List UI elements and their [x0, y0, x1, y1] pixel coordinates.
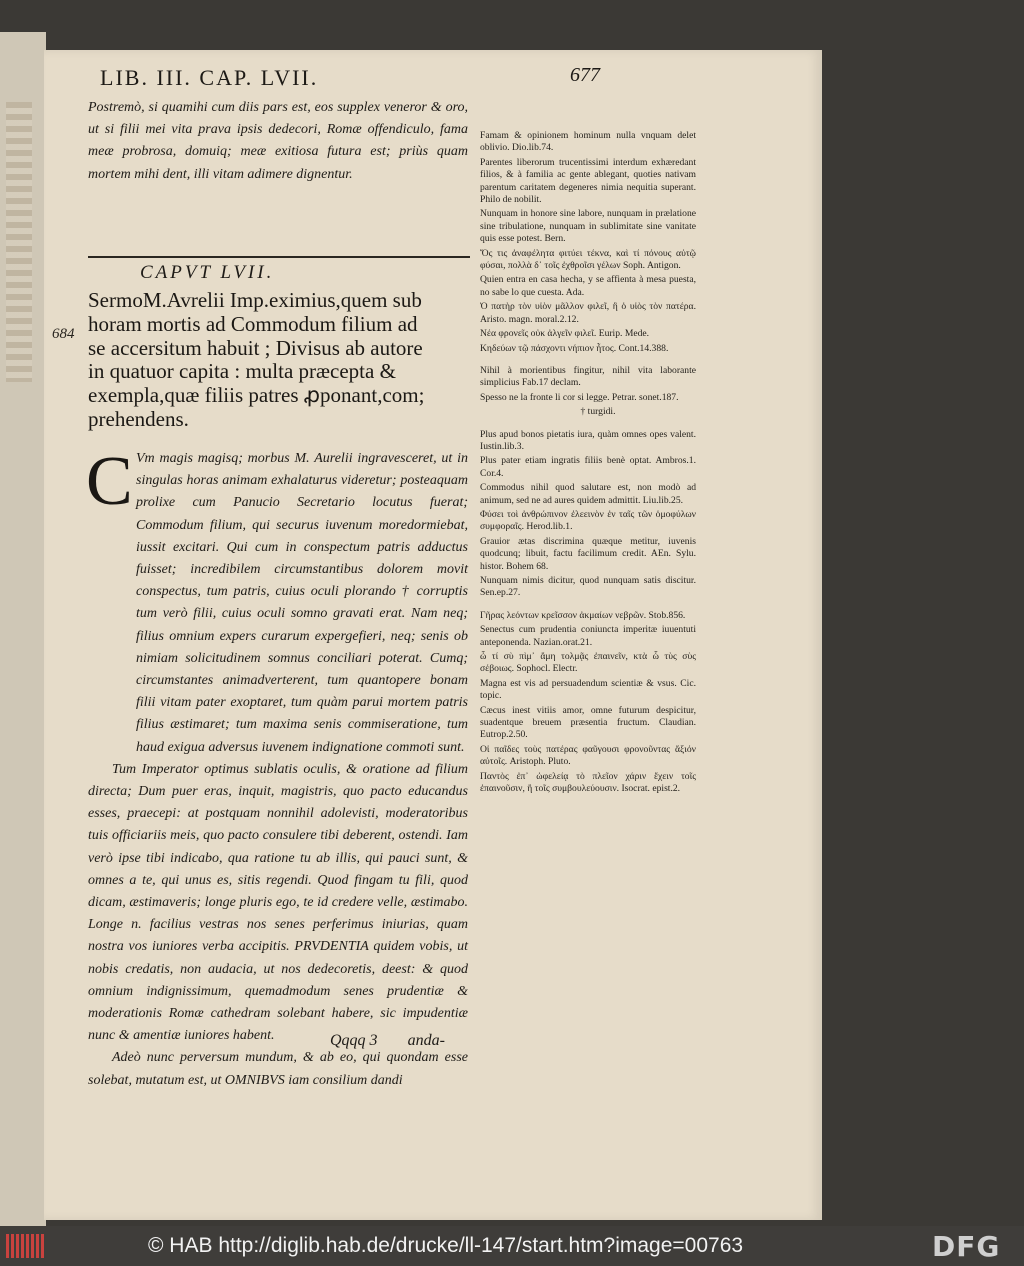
signature-mark: Qqqq 3	[330, 1032, 378, 1049]
marginal-notes	[480, 130, 696, 798]
heading-line: horam mortis ad Commodum filium ad	[88, 311, 418, 336]
marginal-note: Ὅς τις ἀναφέλητα φιτύει τέκνα, καὶ τί πόνους αὐτῷ φύσαι, πολλὰ δ᾽ τοῖς ἐχθροῖσι γέλων Soph. Antigon.	[480, 247, 696, 272]
marginal-note: Plus apud bonos pietatis iura, quàm omnes opes valent. Iustin.lib.3.	[480, 428, 696, 452]
marginal-note: Magna est vis ad persuadendum scientiæ & vsus. Cic. topic.	[480, 677, 696, 702]
paragraph-1: Vm magis magisq; morbus M. Aurelii ingravesceret, ut in singulas horas animam exhalaturus videretur; posteaquam prolixe cum Panucio Secretario locutus fuerat; Commodum filium, qui securus iuvenum moredormiebat, iussit excitari. Qui cum in conspectum patris adductus fuisset; incredibilem circumstantibus dolorem movit conspectus, tum patris, cuius oculi plorando † corruptis tum verò filii, cuius oculi somno gravati erat. Nam neq; filius omnium expers curarum expergefieri, neq; senis ob nimiam solicitudinem somnus conciliari poterat. Cumq; circumstantes animadverterent, tum quantopere bonam filii vitam pater exoptaret, tum quàm parui mortem patris filius æstimaret; tum maxima senis commiseratione, tum haud exigua adversus iuvenem indignatione commoti sunt.	[136, 451, 468, 755]
marginal-note: Quien entra en casa hecha, y se affienta à mesa puesta, no sabe lo que cuesta. Ada.	[480, 274, 696, 298]
section-divider	[88, 256, 470, 258]
hab-logo-icon[interactable]	[6, 1234, 46, 1258]
marginal-note: Famam & opinionem hominum nulla vnquam delet oblivio. Dio.lib.74.	[480, 130, 696, 154]
marginal-note: Nihil à morientibus fingitur, nihil vita laborante simplicius Fab.17 declam.	[480, 364, 696, 389]
marginal-note: Κηδεύων τῷ πάσχοντι νήπιον ἦτος. Cont.14.388.	[480, 342, 669, 354]
marginal-note: Παντὸς ἐπ᾽ ὠφελείᾳ τὸ πλεῖον χάριν ἔχειν τοῖς ἐπαινοῦσιν, ἢ τοῖς συμβουλεύουσιν. Isocrat. epist.2.	[480, 770, 696, 795]
drop-cap: C	[86, 443, 133, 520]
marginal-note: Spesso ne la fronte li cor si legge. Petrar. sonet.187.	[480, 391, 679, 403]
paragraph-2: Tum Imperator optimus sublatis oculis, & oratione ad filium directa; Dum puer eras, inquit, magistris, quo pacto educandus esses, praecepi: at postquam nonnihil adolevisti, moderatoribus tuis officiariis meis, quo pacto consulere tibi deberent, ostendi. Iam verò ipse tibi indicabo, qua ratione tu ab illis, qui pauci sunt, & omnes a te, qui unus es, sitis regendi. Quod fingam tu fili, quod dicam, æstimaveris; longe pluris ego, te id credere velle, æstimabo. Longe n. facilius vestras nos senes perferimus iniurias, quam nostra vos iuniores verba accipitis. PRVDENTIA quidem vobis, ut nobis credatis, non audacia, ut nos dedecoretis, deest: & quod omnium indignissimum, quemadmodum senes prudentiæ & moderationis Romæ cathedram solebant habere, sic impudentiæ nunc & amentiæ iuniores habent.	[88, 761, 468, 1044]
heading-line: prehendens.	[88, 406, 189, 431]
marginal-note: Οἱ παῖδες τοὺς πατέρας φαῦγουσι φρονοῦντας ἄξιόν αὐτοῖς. Aristoph. Pluto.	[480, 743, 696, 768]
page-edge-texture	[6, 102, 32, 382]
signature-line	[300, 1032, 445, 1050]
chapter-body	[86, 443, 468, 1092]
marginal-note: Parentes liberorum trucentissimi interdum exhæredant filios, & à familia ac gente ablegant, quoties nativam parentum caritatem degeneres nimia nequitia superant. Philo de nobilit.	[480, 156, 696, 206]
marginal-note: Commodus nihil quod salutare est, non modò ad animum, sed ne ad aures quidem admittit. Liu.lib.25.	[480, 482, 696, 506]
heading-line: se accersitum habuit ; Divisus ab autore	[88, 335, 423, 360]
previous-page-edge	[0, 32, 46, 1226]
marginal-note: Γῆρας λεόντων κρεῖσσον ἀκμαίων νεβρῶν. Stob.856.	[480, 609, 686, 621]
marginal-note: Grauior ætas discrimina quæque metitur, iuvenis quodcunq; libuit, factu facilimum credit. AEn. Sylu. histor. Bohem 68.	[480, 535, 696, 572]
marginal-note: Plus pater etiam ingratis filiis benè optat. Ambros.1. Cor.4.	[480, 455, 696, 479]
heading-line: SermoM.Avrelii Imp.eximius,quem sub	[88, 288, 422, 312]
marginal-note: Φύσει τοὶ ἀνθρώπινον ἐλεεινὸν ἐν ταῖς τῶν ὁμοφύλων συμφοραῖς. Herod.lib.1.	[480, 508, 696, 533]
marginal-note: ὦ τί σὺ πὶμ᾽ ἄμη τολμᾷς ἐπαινεῖν, κτὰ ὧ τὺς σὺς σέβοιως. Sophocl. Electr.	[480, 651, 696, 675]
viewer-footer	[0, 1226, 1024, 1266]
dfg-logo-icon[interactable]: DFG	[932, 1230, 1001, 1263]
top-paragraph: Postremò, si quamihi cum diis pars est, eos supplex veneror & oro, ut si filii mei vita prava ipsis dedecori, Romæ offendiculo, fama meæ probrosa, domuiq; meæ exitiosa futura est; priùs quam mortem mihi dent, illi vitam adimere dignentur.	[88, 100, 468, 182]
marginal-note: Senectus cum prudentia coniuncta imperitæ iuuentuti anteponenda. Nazian.orat.21.	[480, 624, 696, 648]
paragraph-3: Adeò nunc perversum mundum, & ab eo, qui quondam esse solebat, mutatum est, ut OMNIBVS iam consilium dandi	[88, 1050, 468, 1088]
copyright-link[interactable]: © HAB http://diglib.hab.de/drucke/ll-147/start.htm?image=00763	[148, 1234, 744, 1257]
margin-number: 684	[52, 326, 75, 342]
heading-line: in quatuor capita : multa præcepta &	[88, 359, 396, 384]
marginal-note: Ὁ πατὴρ τὸν υἱὸν μᾶλλον φιλεῖ, ἢ ὁ υἱὸς τὸν πατέρα. Aristo. magn. moral.2.12.	[480, 301, 696, 325]
marginal-note: † turgidi.	[580, 406, 616, 418]
catchword: anda-	[407, 1032, 445, 1049]
heading-line: exempla,quæ filiis patres ꝓponant,com;	[88, 383, 425, 408]
marginal-note: Nunquam nimis dicitur, quod nunquam satis discitur. Sen.ep.27.	[480, 575, 696, 599]
marginal-note: Νέα φρονεῖς οὐκ ἀλγεῖν φιλεῖ. Eurip. Mede.	[480, 328, 650, 340]
chapter-heading	[88, 289, 478, 432]
marginal-note: Nunquam in honore sine labore, nunquam in prælatione sine tribulatione, nunquam in sublimitate sine vanitate quis esse potest. Bern.	[480, 208, 696, 245]
chapter-title: CAPVT LVII.	[140, 262, 275, 283]
running-header: LIB. III. CAP. LVII.	[100, 65, 319, 90]
page-number: 677	[570, 64, 600, 86]
marginal-note: Cæcus inest vitiis amor, omne futurum despicitur, suadentque breuem præsentia fructum. Claudian. Eutrop.2.50.	[480, 704, 696, 741]
